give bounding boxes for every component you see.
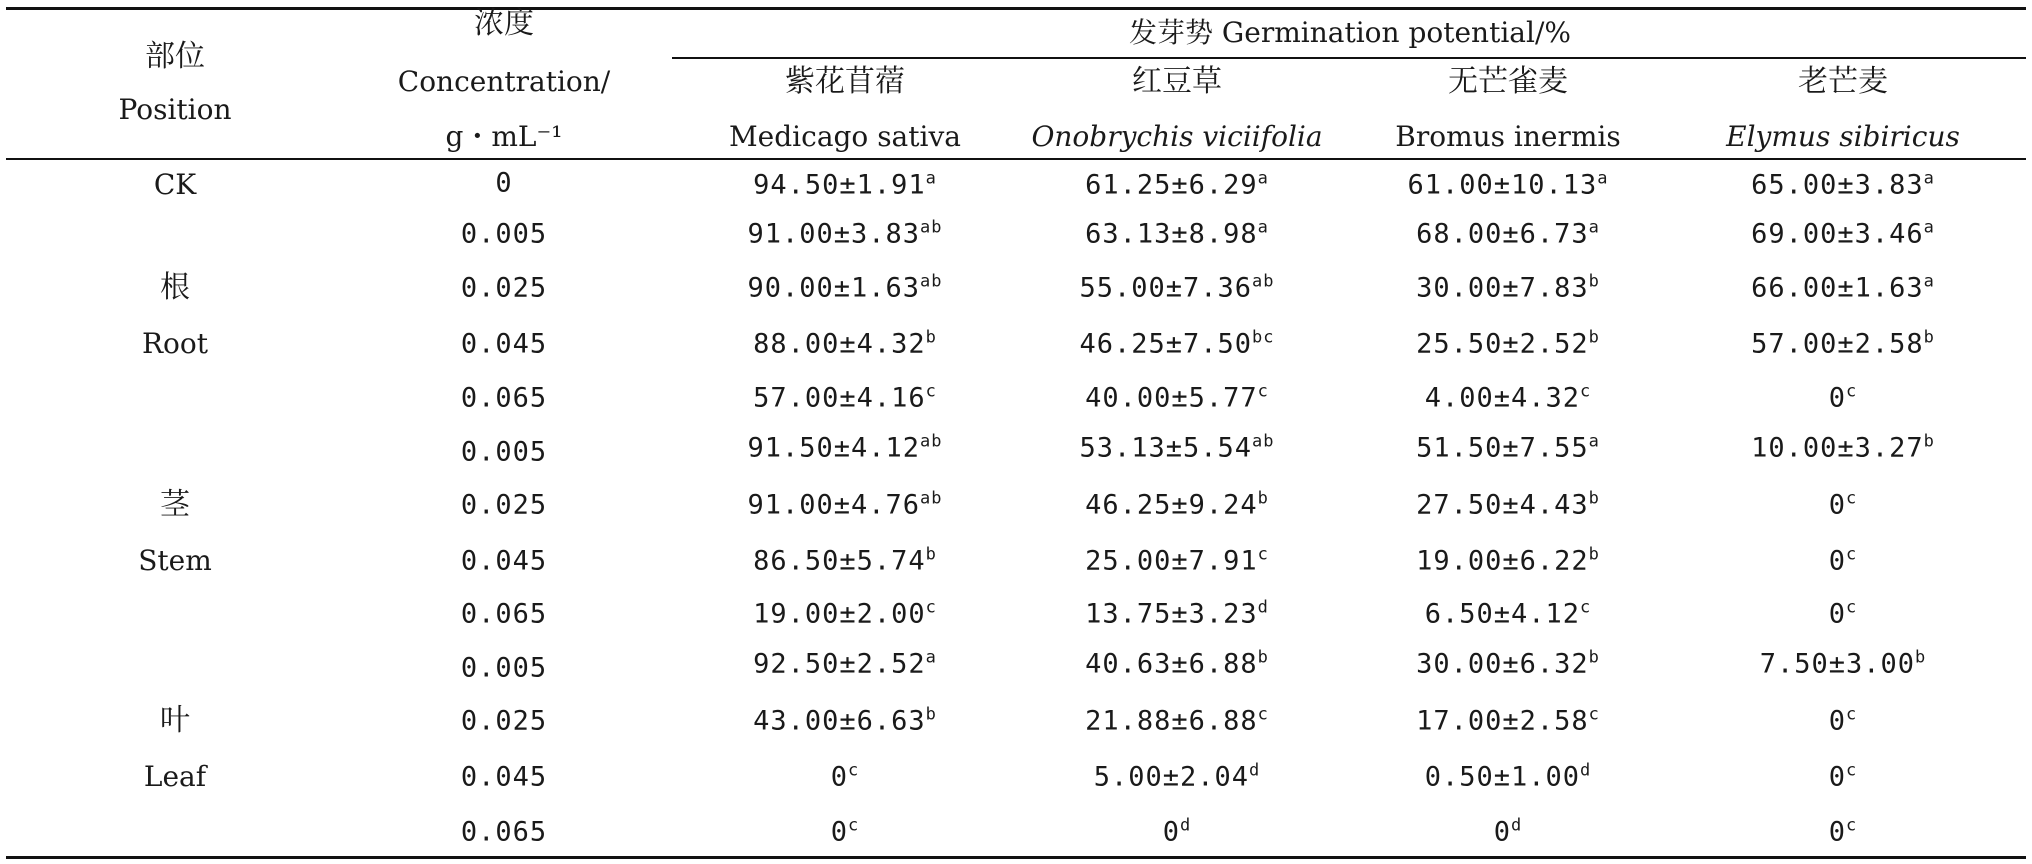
significance-letter: a bbox=[1923, 217, 1935, 238]
value-cell bbox=[1085, 704, 1269, 737]
value-cell bbox=[1751, 271, 1935, 304]
significance-letter: a bbox=[1923, 271, 1935, 292]
value-cell bbox=[1085, 381, 1269, 414]
value-text: 46.25±7.50 bbox=[1079, 328, 1253, 360]
value-cell bbox=[1416, 704, 1600, 737]
value-text: 19.00±2.00 bbox=[753, 598, 926, 630]
group-rule bbox=[672, 57, 2026, 59]
species-name-zh: 红豆草 bbox=[1132, 64, 1222, 99]
significance-letter: b bbox=[925, 327, 937, 348]
value-text: 0 bbox=[830, 816, 849, 848]
value-cell bbox=[1493, 815, 1523, 848]
value-text: 66.00±1.63 bbox=[1751, 272, 1924, 304]
value-cell bbox=[1751, 217, 1935, 250]
value-cell bbox=[1828, 704, 1858, 737]
value-text: 63.13±8.98 bbox=[1085, 218, 1258, 250]
significance-letter: ab bbox=[920, 217, 943, 238]
significance-letter: c bbox=[1846, 381, 1858, 402]
concentration-cell: 0.025 bbox=[460, 272, 548, 304]
value-cell bbox=[1085, 597, 1269, 630]
value-text: 17.00±2.58 bbox=[1416, 705, 1589, 737]
significance-letter: b bbox=[925, 544, 937, 565]
concentration-cell: 0.065 bbox=[460, 598, 548, 630]
position-label-en: CK bbox=[153, 168, 197, 201]
value-cell bbox=[1407, 168, 1609, 201]
concentration-cell: 0.005 bbox=[460, 652, 548, 684]
value-text: 19.00±6.22 bbox=[1416, 545, 1589, 577]
value-text: 0 bbox=[1828, 489, 1847, 521]
significance-letter: b bbox=[1257, 488, 1269, 509]
concentration-cell: 0.025 bbox=[460, 705, 548, 737]
significance-letter: a bbox=[1923, 168, 1935, 189]
significance-letter: ab bbox=[920, 488, 943, 509]
value-text: 0 bbox=[1828, 598, 1847, 630]
value-text: 51.50±7.55 bbox=[1416, 432, 1589, 464]
value-text: 43.00±6.63 bbox=[753, 705, 926, 737]
value-text: 30.00±7.83 bbox=[1416, 272, 1589, 304]
value-cell bbox=[1828, 544, 1858, 577]
significance-letter: ab bbox=[920, 271, 943, 292]
concentration-header-en: Concentration/ bbox=[397, 65, 611, 98]
value-cell bbox=[1828, 815, 1858, 848]
significance-letter: c bbox=[925, 597, 937, 618]
significance-letter: ab bbox=[1252, 271, 1275, 292]
significance-letter: c bbox=[925, 381, 937, 402]
significance-letter: ab bbox=[1252, 431, 1275, 452]
significance-letter: c bbox=[1846, 815, 1858, 836]
value-cell bbox=[753, 168, 937, 201]
value-text: 91.00±4.76 bbox=[747, 489, 921, 521]
significance-letter: d bbox=[1257, 597, 1269, 618]
value-text: 5.00±2.04 bbox=[1093, 761, 1250, 793]
value-cell bbox=[1424, 381, 1592, 414]
value-cell bbox=[1162, 815, 1192, 848]
value-cell bbox=[1751, 327, 1935, 360]
value-text: 68.00±6.73 bbox=[1416, 218, 1589, 250]
value-cell bbox=[753, 327, 937, 360]
value-text: 55.00±7.36 bbox=[1079, 272, 1253, 304]
value-cell bbox=[1085, 217, 1269, 250]
value-cell bbox=[1079, 327, 1275, 360]
concentration-cell: 0.045 bbox=[460, 328, 548, 360]
concentration-cell: 0 bbox=[495, 167, 513, 199]
species-name-zh: 紫花苜蓿 bbox=[785, 64, 905, 99]
value-cell bbox=[1828, 488, 1858, 521]
value-cell bbox=[830, 815, 860, 848]
value-text: 0 bbox=[1828, 761, 1847, 793]
significance-letter: c bbox=[1846, 597, 1858, 618]
header-rule bbox=[6, 158, 2026, 160]
value-text: 25.50±2.52 bbox=[1416, 328, 1589, 360]
value-cell bbox=[1085, 168, 1269, 201]
significance-letter: c bbox=[1257, 381, 1269, 402]
value-cell bbox=[1424, 760, 1592, 793]
position-label-en: Root bbox=[141, 327, 209, 360]
value-cell bbox=[747, 217, 943, 250]
value-text: 0 bbox=[830, 761, 849, 793]
value-text: 53.13±5.54 bbox=[1079, 432, 1253, 464]
significance-letter: a bbox=[1588, 431, 1600, 452]
value-cell bbox=[1828, 760, 1858, 793]
concentration-cell: 0.005 bbox=[460, 436, 548, 468]
significance-letter: c bbox=[1846, 488, 1858, 509]
species-name-zh: 老芒麦 bbox=[1798, 64, 1888, 99]
top-rule bbox=[6, 7, 2026, 10]
significance-letter: a bbox=[1257, 217, 1269, 238]
species-name-zh: 无芒雀麦 bbox=[1448, 64, 1568, 99]
value-cell bbox=[1085, 544, 1269, 577]
value-text: 40.00±5.77 bbox=[1085, 382, 1258, 414]
value-cell bbox=[753, 647, 937, 680]
value-cell bbox=[1759, 647, 1927, 680]
value-cell bbox=[1085, 647, 1269, 680]
species-name-latin: Bromus inermis bbox=[1395, 120, 1621, 153]
value-text: 57.00±2.58 bbox=[1751, 328, 1924, 360]
significance-letter: d bbox=[1249, 760, 1261, 781]
value-text: 61.00±10.13 bbox=[1407, 169, 1598, 201]
value-text: 7.50±3.00 bbox=[1759, 648, 1916, 680]
significance-letter: a bbox=[1257, 168, 1269, 189]
significance-letter: b bbox=[1588, 544, 1600, 565]
position-label-zh: 叶 bbox=[160, 703, 190, 738]
significance-letter: d bbox=[1580, 760, 1592, 781]
significance-letter: c bbox=[1846, 704, 1858, 725]
position-header-en: Position bbox=[118, 93, 232, 126]
concentration-cell: 0.045 bbox=[460, 545, 548, 577]
value-text: 0 bbox=[1828, 816, 1847, 848]
value-cell bbox=[1424, 597, 1592, 630]
concentration-header-zh: 浓度 bbox=[474, 6, 534, 41]
concentration-cell: 0.065 bbox=[460, 382, 548, 414]
value-cell bbox=[1416, 544, 1600, 577]
value-text: 13.75±3.23 bbox=[1085, 598, 1258, 630]
value-cell bbox=[1093, 760, 1261, 793]
significance-letter: c bbox=[1588, 704, 1600, 725]
significance-letter: b bbox=[925, 704, 937, 725]
significance-letter: c bbox=[1257, 704, 1269, 725]
significance-letter: b bbox=[1588, 327, 1600, 348]
significance-letter: a bbox=[1597, 168, 1609, 189]
value-cell bbox=[1079, 431, 1275, 464]
value-text: 10.00±3.27 bbox=[1751, 432, 1924, 464]
value-text: 69.00±3.46 bbox=[1751, 218, 1924, 250]
value-text: 91.50±4.12 bbox=[747, 432, 921, 464]
value-cell bbox=[753, 704, 937, 737]
value-text: 4.00±4.32 bbox=[1424, 382, 1581, 414]
position-label-en: Leaf bbox=[143, 760, 207, 793]
significance-letter: a bbox=[925, 168, 937, 189]
significance-letter: b bbox=[1923, 431, 1935, 452]
value-cell bbox=[747, 431, 943, 464]
value-text: 91.00±3.83 bbox=[747, 218, 921, 250]
value-text: 92.50±2.52 bbox=[753, 648, 926, 680]
concentration-cell: 0.045 bbox=[460, 761, 548, 793]
germination-group-title: 发芽势 Germination potential/% bbox=[1129, 16, 1571, 49]
significance-letter: c bbox=[1580, 381, 1592, 402]
value-cell bbox=[1751, 168, 1935, 201]
value-cell bbox=[1828, 381, 1858, 414]
value-text: 0 bbox=[1828, 545, 1847, 577]
value-cell bbox=[1079, 271, 1275, 304]
value-text: 88.00±4.32 bbox=[753, 328, 926, 360]
significance-letter: c bbox=[848, 815, 860, 836]
significance-letter: c bbox=[1846, 760, 1858, 781]
significance-letter: b bbox=[1588, 647, 1600, 668]
value-text: 40.63±6.88 bbox=[1085, 648, 1258, 680]
value-cell bbox=[1416, 217, 1600, 250]
significance-letter: c bbox=[1846, 544, 1858, 565]
significance-letter: b bbox=[1915, 647, 1927, 668]
significance-letter: bc bbox=[1252, 327, 1275, 348]
value-text: 30.00±6.32 bbox=[1416, 648, 1589, 680]
significance-letter: c bbox=[1257, 544, 1269, 565]
bottom-rule bbox=[6, 856, 2026, 859]
value-text: 0 bbox=[1493, 816, 1512, 848]
significance-letter: d bbox=[1511, 815, 1523, 836]
value-cell bbox=[1416, 488, 1600, 521]
significance-letter: b bbox=[1257, 647, 1269, 668]
species-name-latin: Elymus sibiricus bbox=[1726, 120, 1960, 153]
significance-letter: c bbox=[1580, 597, 1592, 618]
concentration-cell: 0.005 bbox=[460, 218, 548, 250]
value-text: 0 bbox=[1162, 816, 1181, 848]
value-text: 86.50±5.74 bbox=[753, 545, 926, 577]
value-text: 25.00±7.91 bbox=[1085, 545, 1258, 577]
value-cell bbox=[1416, 271, 1600, 304]
value-cell bbox=[1416, 647, 1600, 680]
value-text: 57.00±4.16 bbox=[753, 382, 926, 414]
value-text: 94.50±1.91 bbox=[753, 169, 926, 201]
value-text: 0.50±1.00 bbox=[1424, 761, 1581, 793]
value-cell bbox=[1085, 488, 1269, 521]
significance-letter: b bbox=[1588, 271, 1600, 292]
position-label-zh: 茎 bbox=[160, 487, 190, 522]
value-cell bbox=[747, 488, 943, 521]
position-label-zh: 根 bbox=[160, 270, 190, 305]
significance-letter: b bbox=[1588, 488, 1600, 509]
concentration-cell: 0.025 bbox=[460, 489, 548, 521]
value-cell bbox=[1416, 431, 1600, 464]
value-cell bbox=[747, 271, 943, 304]
significance-letter: c bbox=[848, 760, 860, 781]
significance-letter: ab bbox=[920, 431, 943, 452]
value-cell bbox=[1751, 431, 1935, 464]
value-cell bbox=[1416, 327, 1600, 360]
value-text: 27.50±4.43 bbox=[1416, 489, 1589, 521]
value-text: 90.00±1.63 bbox=[747, 272, 921, 304]
value-text: 0 bbox=[1828, 705, 1847, 737]
value-text: 61.25±6.29 bbox=[1085, 169, 1258, 201]
concentration-unit: g・mL⁻¹ bbox=[445, 120, 563, 153]
value-text: 0 bbox=[1828, 382, 1847, 414]
species-name-latin: Medicago sativa bbox=[729, 120, 961, 153]
concentration-cell: 0.065 bbox=[460, 816, 548, 848]
significance-letter: b bbox=[1923, 327, 1935, 348]
significance-letter: d bbox=[1180, 815, 1192, 836]
significance-letter: a bbox=[1588, 217, 1600, 238]
value-cell bbox=[830, 760, 860, 793]
value-cell bbox=[753, 597, 937, 630]
species-name-latin: Onobrychis viciifolia bbox=[1031, 120, 1323, 153]
value-text: 65.00±3.83 bbox=[1751, 169, 1924, 201]
significance-letter: a bbox=[925, 647, 937, 668]
value-cell bbox=[753, 381, 937, 414]
value-text: 6.50±4.12 bbox=[1424, 598, 1581, 630]
position-header-zh: 部位 bbox=[145, 39, 205, 74]
value-text: 46.25±9.24 bbox=[1085, 489, 1258, 521]
position-label-en: Stem bbox=[138, 544, 212, 577]
value-cell bbox=[1828, 597, 1858, 630]
value-text: 21.88±6.88 bbox=[1085, 705, 1258, 737]
value-cell bbox=[753, 544, 937, 577]
